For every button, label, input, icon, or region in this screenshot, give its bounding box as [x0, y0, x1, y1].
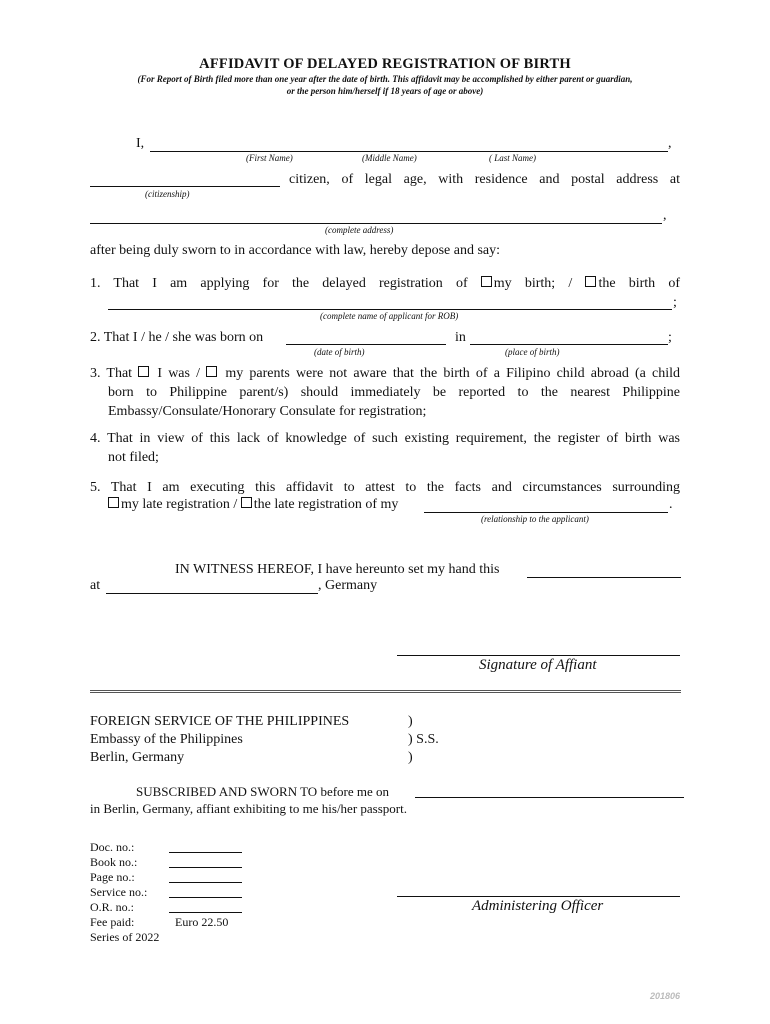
my-parents-checkbox[interactable] — [206, 366, 217, 377]
item5-line1: 5. That I am executing this affidavit to attest to the facts and circumstances surrounding — [90, 480, 680, 495]
witness-text: IN WITNESS HEREOF, I have hereunto set my hand this — [175, 562, 500, 577]
item5-paragraph — [90, 478, 680, 497]
document-subtitle-line2: or the person him/herself if 18 years of age or above) — [286, 86, 484, 96]
document-title: AFFIDAVIT OF DELAYED REGISTRATION OF BIRTH — [199, 56, 571, 72]
item1-text: 1. That I am applying for the delayed registration of — [90, 276, 468, 291]
i-was-checkbox[interactable] — [138, 366, 149, 377]
date-of-birth-caption: (date of birth) — [314, 347, 365, 357]
subscribed-date-field[interactable] — [415, 797, 684, 798]
item5-line2 — [108, 497, 398, 513]
series-label: Series of 2022 — [90, 930, 160, 944]
witness-germany: , Germany — [318, 578, 378, 593]
item2-in: in — [455, 330, 466, 345]
place-of-birth-field[interactable] — [470, 344, 668, 345]
item1-line — [90, 276, 680, 292]
form-reference-number: 201806 — [649, 991, 680, 1001]
last-name-caption: ( Last Name) — [489, 153, 536, 163]
subscribed-text: SUBSCRIBED AND SWORN TO before me on — [136, 784, 390, 799]
citizen-text: citizen, of legal age, with residence and postal address at — [289, 172, 680, 187]
doc-no-field[interactable] — [169, 852, 242, 853]
item1-semicolon: ; — [673, 295, 677, 310]
section-separator — [90, 690, 681, 693]
item3-line3: Embassy/Consulate/Honorary Consulate for registration; — [108, 404, 427, 419]
item2-semicolon: ; — [668, 330, 672, 345]
service-no-field[interactable] — [169, 897, 242, 898]
relationship-caption: (relationship to the applicant) — [481, 514, 589, 524]
citizenship-caption: (citizenship) — [145, 189, 190, 199]
page-no-label: Page no.: — [90, 870, 135, 884]
item4-line2: not filed; — [108, 450, 159, 465]
item1-option1: my birth; / — [493, 276, 573, 291]
subscribed-line2: in Berlin, Germany, affiant exhibiting to me his/her passport. — [90, 801, 407, 816]
witness-place-field[interactable] — [106, 593, 318, 594]
item4-paragraph — [90, 429, 680, 467]
name-comma: , — [668, 136, 672, 151]
book-no-field[interactable] — [169, 867, 242, 868]
item5-option1: my late registration / — [121, 497, 238, 512]
item3-paragraph — [90, 364, 680, 421]
item1-option2: the birth of — [598, 276, 681, 291]
affiant-signature-field[interactable] — [397, 655, 680, 656]
officer-caption: Administering Officer — [472, 898, 604, 914]
i-label: I, — [136, 136, 145, 151]
jurat-ss: ) S.S. — [408, 732, 439, 747]
page-no-field[interactable] — [169, 882, 242, 883]
first-name-caption: (First Name) — [246, 153, 293, 163]
citizenship-field[interactable] — [90, 186, 280, 187]
full-name-field[interactable] — [150, 151, 668, 152]
item4-line1: 4. That in view of this lack of knowledge of such existing requirement, the register of birth was — [90, 431, 680, 446]
item3-i-was: I was / — [157, 366, 201, 381]
jurat-paren3: ) — [408, 750, 413, 765]
jurat-embassy: Embassy of the Philippines — [90, 732, 243, 747]
fee-paid-value: Euro 22.50 — [175, 915, 229, 929]
officer-signature-field[interactable] — [397, 896, 680, 897]
birth-of-checkbox[interactable] — [585, 276, 596, 287]
late-registration-of-checkbox[interactable] — [241, 497, 252, 508]
place-of-birth-caption: (place of birth) — [505, 347, 560, 357]
doc-no-label: Doc. no.: — [90, 840, 135, 854]
address-field[interactable] — [90, 223, 662, 224]
or-no-field[interactable] — [169, 912, 242, 913]
fee-paid-label: Fee paid: — [90, 915, 135, 929]
item3-line2: born to Philippine parent/s) should immediately be reported to the nearest Philippine — [108, 385, 680, 400]
jurat-city: Berlin, Germany — [90, 750, 185, 765]
document-subtitle-line1: (For Report of Birth filed more than one year after the date of birth. This affidavit may be accomplished by either parent or guardian, — [137, 74, 633, 84]
middle-name-caption: (Middle Name) — [362, 153, 417, 163]
doc-info-labels — [90, 840, 159, 945]
item3-line1: my parents were not aware that the birth of a Filipino child abroad (a child — [225, 366, 681, 381]
book-no-label: Book no.: — [90, 855, 138, 869]
address-caption: (complete address) — [325, 225, 394, 235]
applicant-name-caption: (complete name of applicant for ROB) — [320, 311, 459, 321]
service-no-label: Service no.: — [90, 885, 148, 899]
witness-day-field[interactable] — [527, 577, 681, 578]
date-of-birth-field[interactable] — [286, 344, 446, 345]
applicant-name-field[interactable] — [108, 309, 672, 310]
signature-caption: Signature of Affiant — [479, 657, 597, 673]
relationship-field[interactable] — [424, 512, 668, 513]
item5-option2: the late registration of my — [253, 497, 399, 512]
item5-period: . — [669, 497, 673, 512]
or-no-label: O.R. no.: — [90, 900, 135, 914]
item2-text: 2. That I / he / she was born on — [90, 330, 264, 345]
my-birth-checkbox[interactable] — [481, 276, 492, 287]
sworn-statement: after being duly sworn to in accordance with law, hereby depose and say: — [90, 243, 501, 258]
my-late-registration-checkbox[interactable] — [108, 497, 119, 508]
jurat-foreign-service: FOREIGN SERVICE OF THE PHILIPPINES — [90, 714, 350, 729]
witness-at: at — [90, 578, 101, 593]
item3-that: 3. That — [90, 366, 133, 381]
jurat-paren1: ) — [408, 714, 413, 729]
address-comma: , — [663, 208, 667, 223]
